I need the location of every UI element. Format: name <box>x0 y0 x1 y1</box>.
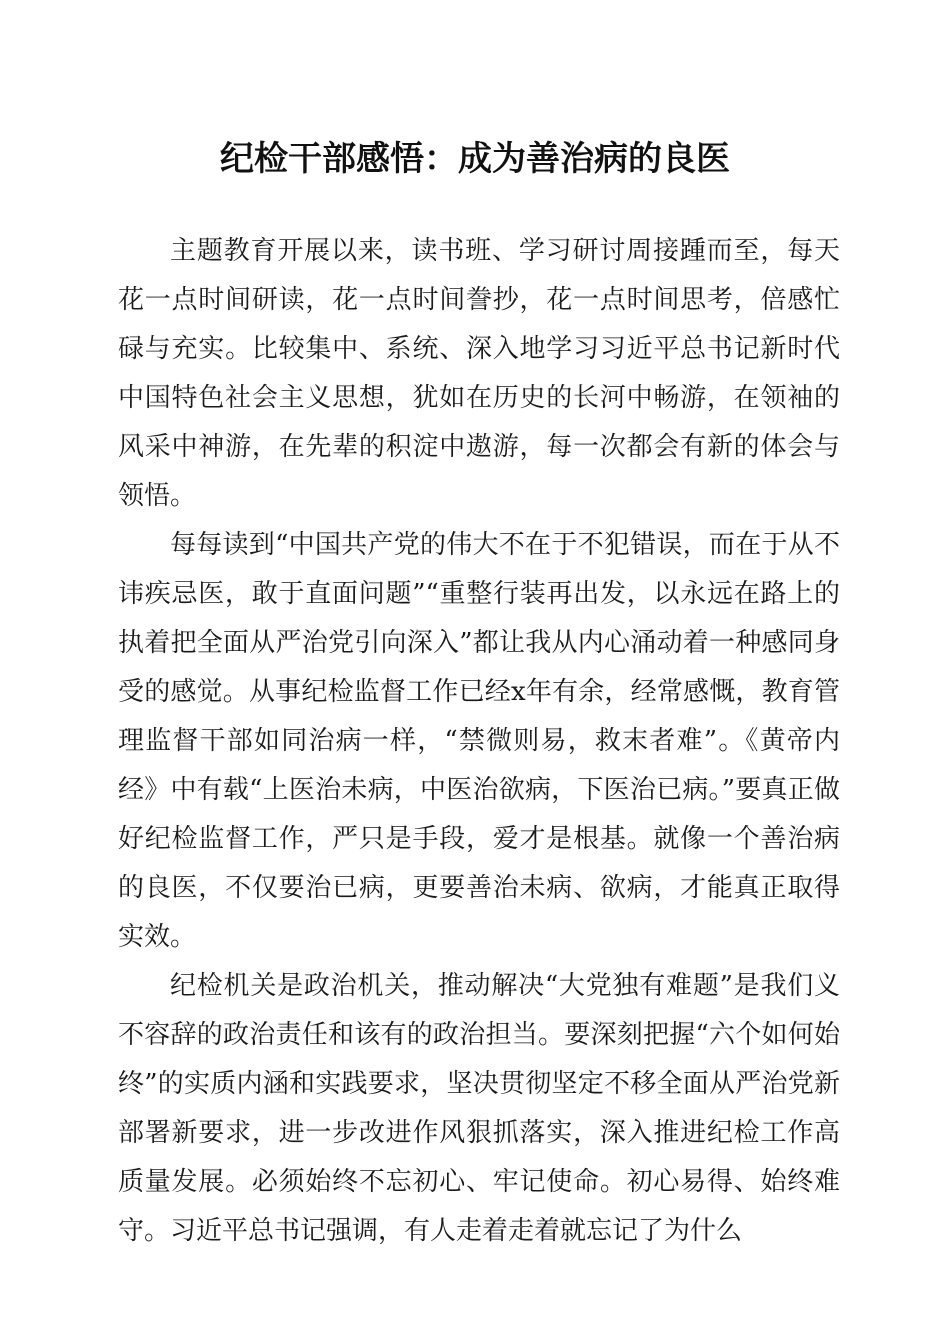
document-title: 纪检干部感悟：成为善治病的良医 <box>220 139 730 179</box>
document-body <box>118 227 840 1256</box>
paragraph: 每每读到“中国共产党的伟大不在于不犯错误，而在于从不讳疾忌医，敢于直面问题”“重整行装再出发，以永远在路上的执着把全面从严治党引向深入”都让我从内心涌动着一种感同身受的感觉。从事纪检监督工作已经x年有余，经常感慨，教育管理监督干部如同治病一样，“禁微则易，救末者难”。《黄帝内经》中有载“上医治未病，中医治欲病，下医治已病。”要真正做好纪检监督工作，严只是手段，爱才是根基。就像一个善治病的良医，不仅要治已病，更要善治未病、欲病，才能真正取得实效。 <box>118 530 840 952</box>
paragraph: 纪检机关是政治机关，推动解决“大党独有难题”是我们义不容辞的政治责任和该有的政治担当。要深刻把握“六个如何始终”的实质内涵和实践要求，坚决贯彻坚定不移全面从严治党新部署新要求，进一步改进作风狠抓落实，深入推进纪检工作高质量发展。必须始终不忘初心、牢记使命。初心易得、始终难守。习近平总书记强调，有人走着走着就忘记了为什么 <box>118 971 840 1246</box>
paragraph: 主题教育开展以来，读书班、学习研讨周接踵而至，每天花一点时间研读，花一点时间誊抄，花一点时间思考，倍感忙碌与充实。比较集中、系统、深入地学习习近平总书记新时代中国特色社会主义思想，犹如在历史的长河中畅游，在领袖的风采中神游，在先辈的积淀中遨游，每一次都会有新的体会与领悟。 <box>118 236 840 511</box>
